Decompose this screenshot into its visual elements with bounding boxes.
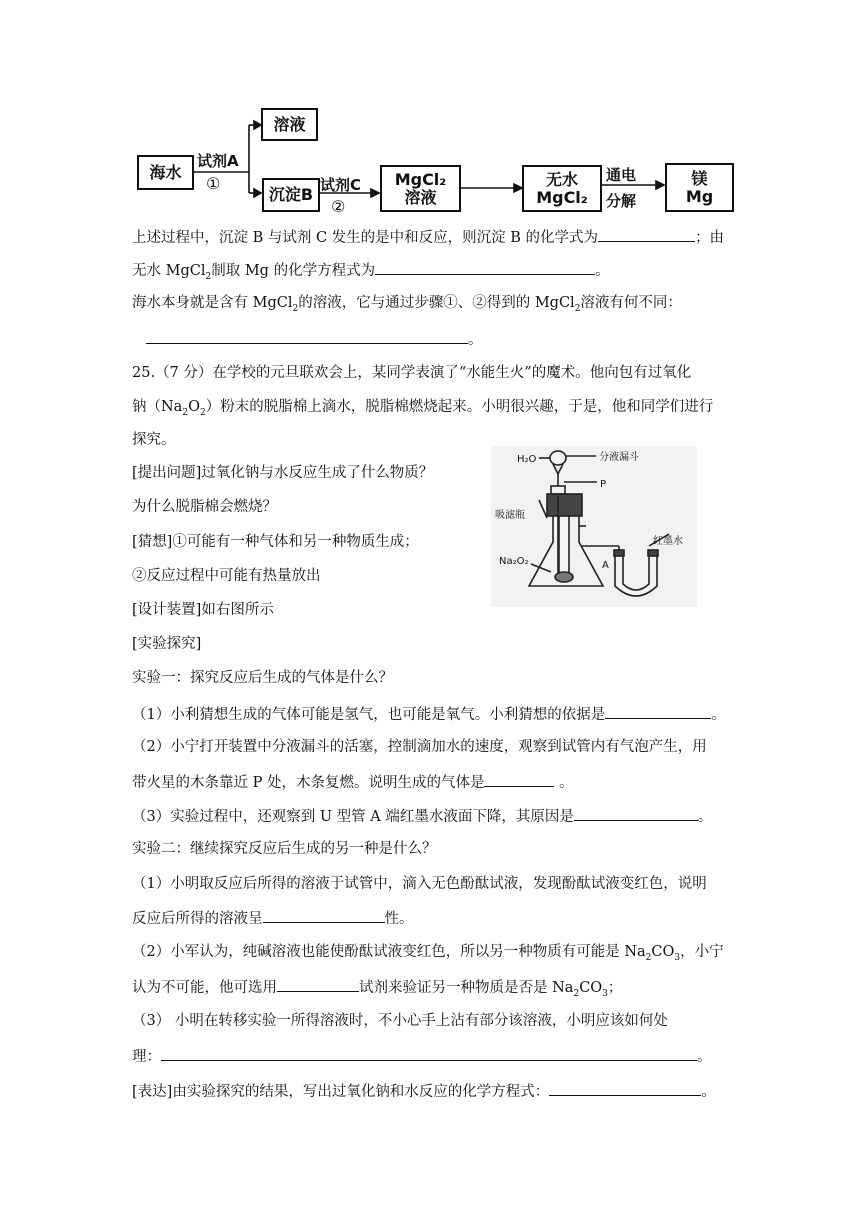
e2q3b-text: 理：: [132, 1049, 161, 1065]
e1q1-text: （1）小利猜想生成的气体可能是氢气，也可能是氧气。小利猜想的依据是: [132, 707, 606, 723]
box-seawater-label: 海水: [149, 162, 182, 182]
e2q2b-text: 认为不可能，他可选用: [132, 980, 277, 996]
q25-2c: ）粉末的脱脂棉上滴水，脱脂棉燃烧起来。小明很兴趣，于是，他和同学们进行: [205, 399, 714, 415]
answer-blank-reagent[interactable]: [277, 976, 359, 992]
box-mgcl2-solution: [380, 165, 461, 212]
answer-blank-handling[interactable]: [161, 1045, 697, 1061]
fig-label-p: P: [600, 479, 607, 490]
box-precipitate-b-label: 沉淀B: [268, 185, 314, 204]
fig-label-funnel: 分液漏斗: [599, 452, 639, 463]
e2q2a-text: （2）小军认为，纯碱溶液也能使酚酞试液变红色，所以另一种物质有可能是 Na: [132, 944, 646, 960]
exp1-q2-line1: （2）小宁打开装置中分液漏斗的活塞，控制滴加水的速度，观察到试管内有气泡产生，用: [132, 739, 707, 755]
ask-line-2: 为什么脱脂棉会燃烧？: [132, 499, 277, 515]
exp2-q1-line1: （1）小明取反应后所得的溶液于试管中，滴入无色酚酞试液，发现酚酞试液变红色，说明: [132, 876, 707, 892]
answer-blank-difference[interactable]: [146, 328, 468, 344]
exp1-title: 实验一：探究反应后生成的气体是什么？: [132, 670, 393, 686]
box-mgcl2-solution-line1: MgCl₂: [394, 169, 447, 189]
e2q2a2-text: CO: [651, 944, 675, 960]
q25-2a: 钠（Na: [132, 399, 183, 415]
sub: 2: [573, 988, 580, 999]
q25-line-2: [132, 397, 713, 423]
l2-c: 。: [595, 263, 610, 279]
exp1-q2-line2: [132, 771, 574, 793]
guess-line-1: [猜想]①可能有一种气体和另一种物质生成；: [132, 534, 419, 550]
fig-label-na2o2: Na₂O₂: [499, 556, 529, 567]
l3-a: 海水本身就是含有 MgCl: [132, 295, 293, 311]
express-text: [表达]由实验探究的结果，写出过氧化钠和水反应的化学方程式：: [132, 1084, 550, 1100]
box-solution-label: 溶液: [273, 114, 306, 134]
sub: 2: [292, 303, 299, 314]
sub: 3: [674, 952, 681, 963]
q25-line-1: 25.（7 分）在学校的元旦联欢会上，某同学表演了“水能生火”的魔术。他向包有过氧化: [132, 365, 692, 381]
box-anhydrous-line1: 无水: [545, 169, 578, 189]
apparatus-drawing: [491, 446, 697, 607]
box-anhydrous-mgcl2: [522, 165, 602, 212]
sub: 2: [182, 407, 189, 418]
design-line: [设计装置]如右图所示: [132, 602, 274, 618]
label-electrolysis-1: 通电: [606, 166, 637, 184]
apparatus-figure: [491, 446, 697, 607]
sub: 2: [199, 407, 206, 418]
l2-b: 制取 Mg 的化学方程式为: [211, 263, 376, 279]
answer-blank-gas[interactable]: [484, 771, 554, 787]
box-precipitate-b: [262, 178, 320, 212]
exp2-q3-line2: [132, 1045, 712, 1067]
e2q1c-text: 性。: [384, 911, 414, 927]
box-mgcl2-solution-line2: 溶液: [404, 187, 437, 207]
exp2-title: 实验二：继续探究反应后生成的另一种是什么？: [132, 841, 437, 857]
period: 。: [711, 707, 726, 723]
sub: 2: [645, 952, 652, 963]
sub: 3: [602, 988, 608, 999]
guess-line-2: ②反应过程中可能有热量放出: [132, 568, 321, 584]
label-step-2: ②: [331, 197, 346, 216]
fig-label-a: A: [602, 560, 609, 571]
text-line-4: [146, 328, 483, 350]
e2q1b-text: 反应后所得的溶液呈: [132, 911, 263, 927]
l3-c: 溶液有何不同：: [580, 295, 682, 311]
box-solution: [261, 108, 318, 141]
l1-b: ；由: [695, 230, 725, 246]
fig-label-h2o: H₂O: [517, 454, 537, 465]
label-reagent-a: 试剂A: [197, 152, 239, 170]
answer-blank-acidity[interactable]: [263, 907, 385, 923]
text-line-2: [132, 259, 610, 287]
answer-blank-basis[interactable]: [605, 703, 711, 719]
label-reagent-c: 试剂C: [320, 176, 362, 194]
period: 。: [559, 775, 574, 791]
l2-a: 无水 MgCl: [132, 263, 206, 279]
sub: 2: [205, 271, 212, 282]
box-magnesium-line2: Mg: [685, 186, 714, 206]
sub: 2: [574, 303, 581, 314]
exp2-q3-line1: （3） 小明在转移实验一所得溶液时，不小心手上沾有部分该溶液，小明应该如何处: [132, 1013, 668, 1029]
exp1-q1: [132, 703, 726, 725]
fig-label-flask: 吸滤瓶: [495, 510, 525, 521]
answer-blank-mg-equation[interactable]: [375, 259, 595, 275]
e1q3-text: （3）实验过程中，还观察到 U 型管 A 端红墨水液面下降，其原因是: [132, 809, 574, 825]
l4: 。: [468, 332, 483, 348]
e2q2d-text: CO: [579, 980, 603, 996]
answer-blank-equation[interactable]: [549, 1080, 701, 1096]
q25-2b: O: [188, 399, 200, 415]
box-anhydrous-line2: MgCl₂: [536, 187, 588, 207]
text-line-3: [132, 293, 682, 319]
label-step-1: ①: [206, 174, 221, 193]
period: 。: [697, 1049, 712, 1065]
label-electrolysis-2: 分解: [606, 192, 637, 210]
fig-label-ink: 红墨水: [653, 536, 683, 547]
box-magnesium: [665, 163, 734, 212]
q25-line-3: 探究。: [132, 432, 176, 448]
e2q2a3-text: ，小宁: [680, 944, 724, 960]
box-magnesium-line1: 镁: [691, 168, 708, 188]
ask-line-1: [提出问题]过氧化钠与水反应生成了什么物质？: [132, 465, 434, 481]
e1q2b-text: 带火星的木条靠近 P 处，木条复燃。说明生成的气体是: [132, 775, 485, 791]
exp2-q2-line2: [132, 976, 622, 1004]
period: 。: [697, 809, 713, 825]
exp2-q1-line2: [132, 907, 414, 929]
period: 。: [701, 1084, 716, 1100]
e2q2e-text: ；: [607, 980, 623, 996]
l3-b: 的溶液，它与通过步骤①、②得到的 MgCl: [298, 295, 575, 311]
answer-blank-reason[interactable]: [574, 805, 698, 821]
box-seawater: [137, 155, 194, 190]
explore-line: [实验探究]: [132, 636, 202, 652]
answer-blank-precip-formula[interactable]: [598, 226, 695, 242]
exp2-q2-line1: [132, 942, 724, 968]
l1-a: 上述过程中，沉淀 B 与试剂 C 发生的是中和反应，则沉淀 B 的化学式为: [132, 230, 599, 246]
express-line: [132, 1080, 716, 1102]
text-line-1: [132, 226, 724, 248]
exp1-q3: [132, 805, 712, 827]
e2q2c-text: 试剂来验证另一种物质是否是 Na: [359, 980, 574, 996]
